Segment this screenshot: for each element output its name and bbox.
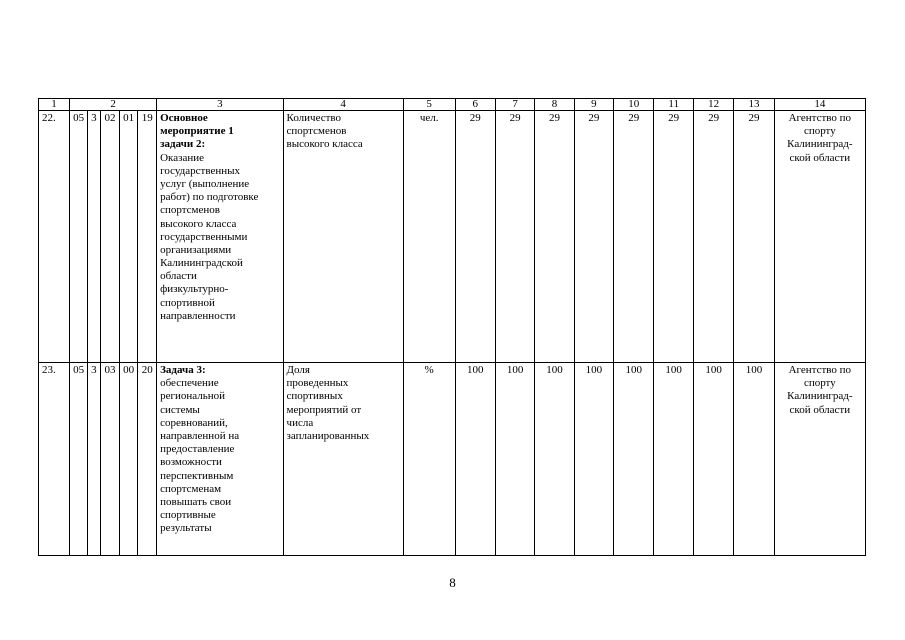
task-title-line: направленной на xyxy=(160,429,240,442)
event-title-line: области xyxy=(160,270,197,283)
task-title-line: перспективным xyxy=(160,469,234,482)
task-title-line: возможности xyxy=(160,456,222,469)
agency-line: спорту xyxy=(803,377,836,390)
task-title-cell xyxy=(157,363,283,556)
value-cell: 100 xyxy=(693,363,733,556)
header-cell-10: 10 xyxy=(614,99,654,111)
value-cell: 29 xyxy=(734,111,774,363)
agency-cell xyxy=(774,363,865,556)
indicator-line: запланированных xyxy=(286,429,370,442)
header-cell-7: 7 xyxy=(495,99,534,111)
header-cell-11: 11 xyxy=(654,99,693,111)
value-cell: 29 xyxy=(614,111,654,363)
indicator-cell xyxy=(283,363,403,556)
event-title-line: организациями xyxy=(160,243,232,256)
agency-line: Агентство по xyxy=(788,364,852,376)
indicator-line: числа xyxy=(286,416,314,429)
task-title-line: спортивные xyxy=(160,509,216,522)
value-cell: 100 xyxy=(654,363,693,556)
code-cell: 20 xyxy=(138,363,157,556)
code-cell: 3 xyxy=(87,111,100,363)
event-title-line: спортивной xyxy=(160,296,215,309)
value-cell: 29 xyxy=(574,111,613,363)
value-cell: 100 xyxy=(495,363,534,556)
agency-line: ской области xyxy=(789,403,851,416)
indicator-line: Количество xyxy=(286,112,342,124)
indicator-cell xyxy=(283,111,403,363)
task-title-line: повышать свои xyxy=(160,495,232,508)
value-cell: 29 xyxy=(535,111,574,363)
event-title-bold-line: Основное xyxy=(160,112,208,124)
indicator-line: Доля xyxy=(286,364,310,376)
task-title-line: обеспечение xyxy=(160,377,219,390)
header-cell-1: 1 xyxy=(39,99,70,111)
event-title-cell xyxy=(157,111,283,363)
header-cell-12: 12 xyxy=(693,99,733,111)
table-row xyxy=(39,111,866,363)
value-cell: 100 xyxy=(614,363,654,556)
code-cell: 00 xyxy=(119,363,138,556)
value-cell: 100 xyxy=(455,363,495,556)
header-cell-2: 2 xyxy=(70,99,157,111)
event-title-line: услуг (выполнение xyxy=(160,177,250,190)
indicator-line: спортивных xyxy=(286,390,343,403)
value-cell: 29 xyxy=(495,111,534,363)
page-number: 8 xyxy=(449,575,456,590)
agency-line: Агентство по xyxy=(788,112,852,124)
code-cell: 05 xyxy=(70,363,88,556)
table-row xyxy=(39,363,866,556)
code-cell: 03 xyxy=(101,363,120,556)
header-row xyxy=(39,99,866,111)
unit-cell: чел. xyxy=(403,111,455,363)
event-title-line: работ) по подготовке xyxy=(160,191,259,204)
value-cell: 100 xyxy=(734,363,774,556)
indicator-line: высокого класса xyxy=(286,138,363,151)
value-cell: 29 xyxy=(693,111,733,363)
value-cell: 100 xyxy=(574,363,613,556)
code-cell: 05 xyxy=(70,111,88,363)
header-cell-9: 9 xyxy=(574,99,613,111)
value-cell: 29 xyxy=(654,111,693,363)
event-title-line: физкультурно- xyxy=(160,283,229,296)
task-title-line: предоставление xyxy=(160,443,235,456)
code-cell: 02 xyxy=(101,111,120,363)
event-title-line: Оказание xyxy=(160,151,204,164)
header-cell-8: 8 xyxy=(535,99,574,111)
task-title-bold-line: Задача 3: xyxy=(160,364,206,376)
event-title-line: государственными xyxy=(160,230,248,243)
header-cell-5: 5 xyxy=(403,99,455,111)
agency-line: спорту xyxy=(803,125,836,138)
header-cell-4: 4 xyxy=(283,99,403,111)
event-title-line: направленности xyxy=(160,309,236,322)
task-title-line: спортсменам xyxy=(160,482,222,495)
task-title-line: соревнований, xyxy=(160,416,228,429)
indicator-line: мероприятий от xyxy=(286,403,362,416)
event-title-line: Калининградской xyxy=(160,257,243,270)
unit-cell: % xyxy=(403,363,455,556)
value-cell: 100 xyxy=(535,363,574,556)
task-title-line: системы xyxy=(160,403,200,416)
code-cell: 3 xyxy=(87,363,100,556)
event-title-bold-line: задачи 2: xyxy=(160,138,206,151)
agency-line: Калининград- xyxy=(787,390,853,403)
code-cell: 19 xyxy=(138,111,157,363)
header-cell-3: 3 xyxy=(157,99,283,111)
agency-cell xyxy=(774,111,865,363)
task-title-line: результаты xyxy=(160,522,212,535)
row-number: 22. xyxy=(39,111,70,363)
task-title-line: региональной xyxy=(160,390,226,403)
event-title-line: высокого класса xyxy=(160,217,237,230)
program-table xyxy=(38,98,866,556)
value-cell: 29 xyxy=(455,111,495,363)
event-title-line: государственных xyxy=(160,164,241,177)
agency-line: Калининград- xyxy=(787,138,853,151)
indicator-line: спортсменов xyxy=(286,125,347,138)
row-number: 23. xyxy=(39,363,70,556)
code-cell: 01 xyxy=(119,111,138,363)
header-cell-6: 6 xyxy=(455,99,495,111)
header-cell-13: 13 xyxy=(734,99,774,111)
event-title-line: спортсменов xyxy=(160,204,220,217)
event-title-bold-line: мероприятие 1 xyxy=(160,125,234,138)
indicator-line: проведенных xyxy=(286,377,349,390)
header-cell-14: 14 xyxy=(774,99,865,111)
agency-line: ской области xyxy=(789,151,851,164)
